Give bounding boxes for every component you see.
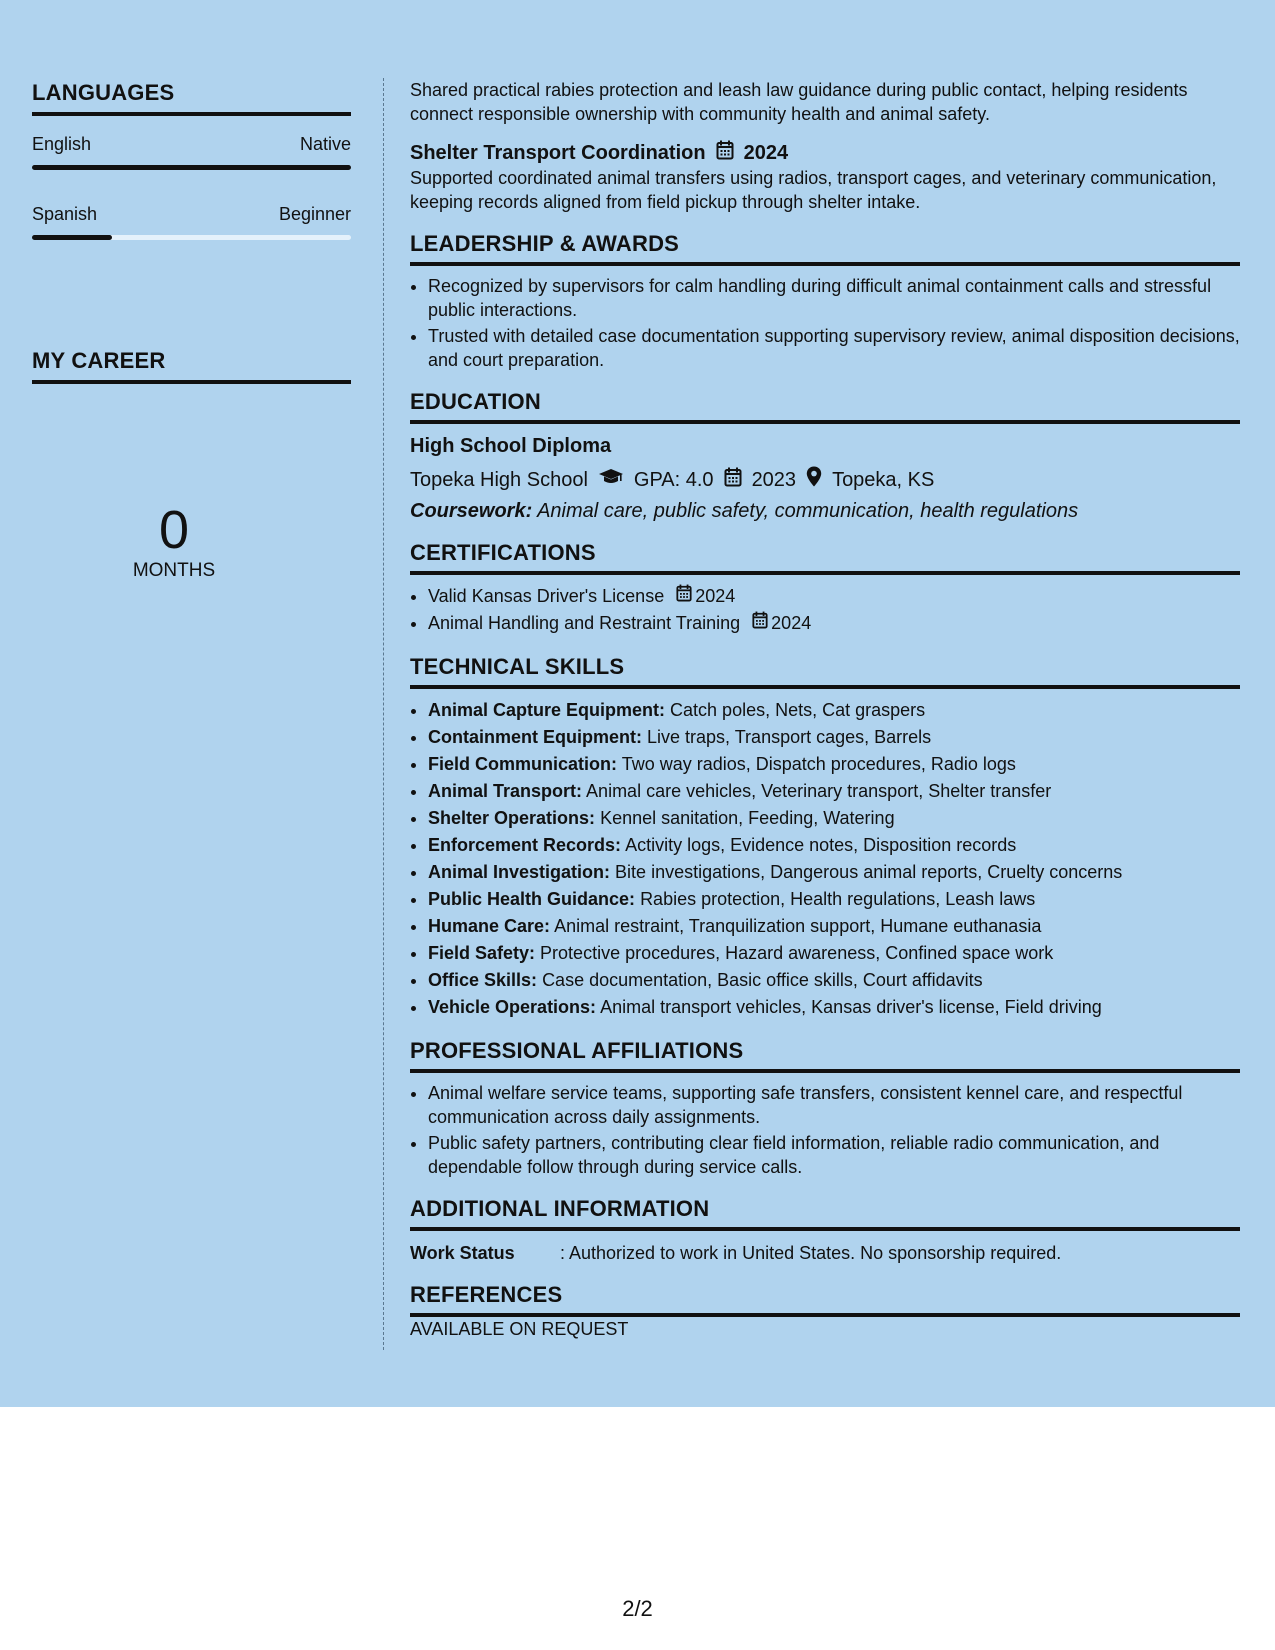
school-location: Topeka, KS — [832, 468, 935, 491]
skill-label: Shelter Operations: — [428, 808, 596, 828]
list-item: • Trusted with detailed case documentation supporting supervisory review, animal disposition decisions, and court preparation. — [428, 324, 1240, 372]
calendar-icon — [716, 140, 734, 166]
location-pin-icon — [806, 466, 822, 493]
skill-value: Kennel sanitation, Feeding, Watering — [600, 808, 895, 828]
gpa: GPA: 4.0 — [633, 468, 714, 491]
list-item — [428, 697, 1240, 724]
list-item — [428, 859, 1240, 886]
list-item — [428, 778, 1240, 805]
language-name: Spanish — [32, 204, 98, 224]
skill-label: Animal Transport: — [428, 781, 583, 801]
list-item — [428, 886, 1240, 913]
affiliations-list — [410, 1081, 1240, 1179]
graduation-year: 2023 — [751, 468, 797, 491]
languages-heading: LANGUAGES — [32, 80, 351, 116]
column-divider — [383, 78, 384, 1350]
project-title-row — [410, 140, 1240, 166]
certification-date: 2024 — [771, 613, 812, 633]
certification-name: • Valid Kansas Driver's License — [428, 586, 665, 606]
project-date: 2024 — [743, 142, 789, 164]
list-item — [428, 832, 1240, 859]
references-heading: REFERENCES — [410, 1283, 1240, 1317]
skill-value: Case documentation, Basic office skills, Court affidavits — [542, 970, 983, 990]
skill-value: Animal restraint, Tranquilization support, Humane euthanasia — [554, 916, 1042, 936]
skill-label: Field Communication: — [428, 754, 617, 774]
additional-info-heading: ADDITIONAL INFORMATION — [410, 1197, 1240, 1231]
languages-list — [32, 134, 351, 274]
language-item — [32, 204, 351, 274]
language-item — [32, 134, 351, 204]
skill-value: Two way radios, Dispatch procedures, Radio logs — [621, 754, 1016, 774]
list-item: • Public safety partners, contributing clear field information, reliable radio communication, and dependable follow through during service calls. — [428, 1131, 1240, 1179]
list-item — [428, 967, 1240, 994]
skill-label: Public Health Guidance: — [428, 889, 636, 909]
calendar-icon — [676, 583, 692, 610]
page-number: 2/2 — [622, 1596, 653, 1621]
education-heading: EDUCATION — [410, 390, 1240, 424]
sidebar — [32, 80, 351, 582]
certification-date: 2024 — [695, 586, 736, 606]
list-item — [428, 994, 1240, 1021]
certification-name: • Animal Handling and Restraint Training — [428, 613, 741, 633]
skill-value: Activity logs, Evidence notes, Disposition records — [625, 835, 1017, 855]
list-item — [428, 751, 1240, 778]
list-item — [428, 913, 1240, 940]
references-text: AVAILABLE ON REQUEST — [410, 1319, 629, 1339]
language-proficiency-fill — [32, 235, 112, 240]
skill-value: Catch poles, Nets, Cat graspers — [670, 700, 926, 720]
work-status-label: Work Status — [410, 1243, 515, 1263]
leadership-heading: LEADERSHIP & AWARDS — [410, 232, 1240, 266]
skill-value: Animal care vehicles, Veterinary transport, Shelter transfer — [586, 781, 1052, 801]
list-item — [428, 805, 1240, 832]
calendar-icon — [752, 610, 768, 637]
school-name: Topeka High School — [410, 468, 588, 491]
career-unit: MONTHS — [132, 560, 216, 581]
leadership-list — [410, 274, 1240, 372]
main-column — [410, 78, 1240, 1341]
coursework-text: Animal care, public safety, communication, health regulations — [537, 500, 1079, 522]
skill-label: Enforcement Records: — [428, 835, 622, 855]
skill-label: Animal Investigation: — [428, 862, 611, 882]
career-heading: MY CAREER — [32, 348, 351, 384]
education-meta — [410, 466, 1240, 493]
skill-value: Bite investigations, Dangerous animal reports, Cruelty concerns — [615, 862, 1123, 882]
skill-value: Live traps, Transport cages, Barrels — [647, 727, 932, 747]
work-status-row — [410, 1241, 1240, 1265]
language-proficiency-fill — [32, 165, 351, 170]
coursework — [410, 499, 1240, 523]
skill-label: Animal Capture Equipment: — [428, 700, 666, 720]
career-section — [32, 348, 351, 582]
certifications-heading: CERTIFICATIONS — [410, 541, 1240, 575]
degree-title: High School Diploma — [410, 435, 612, 457]
list-item — [428, 940, 1240, 967]
list-item — [428, 724, 1240, 751]
certifications-list — [410, 583, 1240, 637]
language-level: Beginner — [278, 204, 351, 224]
list-item: • Recognized by supervisors for calm handling during difficult animal containment calls and stressful public interactions. — [428, 274, 1240, 322]
skill-value: Animal transport vehicles, Kansas driver's license, Field driving — [600, 997, 1102, 1017]
language-proficiency-bar — [32, 165, 351, 170]
coursework-label: Coursework: — [410, 500, 533, 522]
work-status-value: : Authorized to work in United States. No sponsorship required. — [560, 1243, 1062, 1263]
project-description: Supported coordinated animal transfers using radios, transport cages, and veterinary communication, keeping records aligned from field pickup through shelter intake. — [410, 168, 1217, 212]
language-name: English — [32, 134, 92, 154]
list-item: • Animal welfare service teams, supporting safe transfers, consistent kennel care, and respectful communication across daily assignments. — [428, 1081, 1240, 1129]
technical-skills-heading: TECHNICAL SKILLS — [410, 655, 1240, 689]
project-intro-text: Shared practical rabies protection and leash law guidance during public contact, helping residents connect responsible ownership with community health and animal safety. — [410, 80, 1188, 124]
skill-value: Rabies protection, Health regulations, Leash laws — [640, 889, 1036, 909]
skills-list — [410, 697, 1240, 1021]
skill-label: Office Skills: — [428, 970, 538, 990]
language-proficiency-bar — [32, 235, 351, 240]
list-item — [428, 583, 1240, 610]
project-title: Shelter Transport Coordination — [410, 142, 706, 164]
skill-value: Protective procedures, Hazard awareness, Confined space work — [540, 943, 1054, 963]
career-value: 0 — [158, 500, 190, 560]
skill-label: Humane Care: — [428, 916, 551, 936]
affiliations-heading: PROFESSIONAL AFFILIATIONS — [410, 1039, 1240, 1073]
skill-label: Field Safety: — [428, 943, 536, 963]
graduation-cap-icon — [598, 468, 624, 492]
calendar-icon — [724, 467, 742, 493]
skill-label: Vehicle Operations: — [428, 997, 597, 1017]
career-duration — [32, 502, 316, 582]
language-level: Native — [299, 134, 351, 154]
list-item — [428, 610, 1240, 637]
skill-label: Containment Equipment: — [428, 727, 642, 747]
